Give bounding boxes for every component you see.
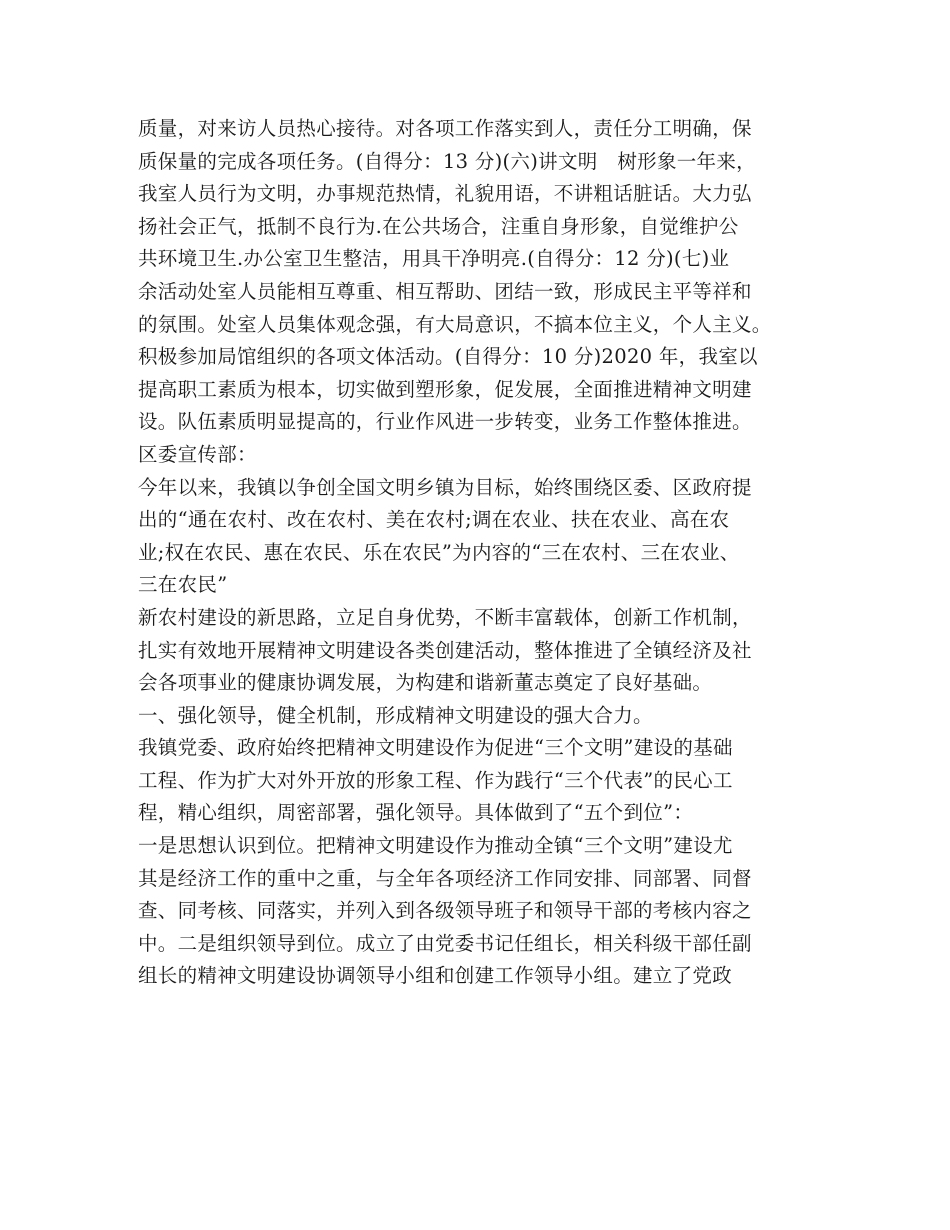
- text-line: 会各项事业的健康协调发展，为构建和谐新董志奠定了良好基础。: [138, 671, 713, 695]
- text-line: 扬社会正气，抵制不良行为.在公共场合，注重自身形象，自觉维护公: [138, 214, 739, 238]
- text-line: 工程、作为扩大对外开放的形象工程、作为践行“三个代表”的民心工: [138, 768, 733, 792]
- text-line: 出的“通在农村、改在农村、美在农村;调在农业、扶在农业、高在农: [138, 508, 730, 532]
- text-line: 积极参加局馆组织的各项文体活动。(自得分：10 分)2020 年，我室以: [138, 345, 758, 369]
- text-line: 质量，对来访人员热心接待。对各项工作落实到人，责任分工明确，保: [138, 117, 752, 140]
- text-line: 设。队伍素质明显提高的，行业作风进一步转变，业务工作整体推进。: [138, 410, 752, 434]
- text-line: 一是思想认识到位。把精神文明建设作为推动全镇“三个文明”建设尤: [138, 834, 733, 858]
- text-line: 余活动处室人员能相互尊重、相互帮助、团结一致，形成民主平等祥和: [138, 279, 752, 303]
- text-line: 扎实有效地开展精神文明建设各类创建活动，整体推进了全镇经济及社: [138, 638, 752, 662]
- section-heading: 区委宣传部：: [138, 442, 257, 466]
- text-line: 质保量的完成各项任务。(自得分：13 分)(六)讲文明 树形象一年来，: [138, 149, 756, 173]
- text-line: 的氛围。处室人员集体观念强，有大局意识，不搞本位主义，个人主义。: [138, 312, 772, 336]
- text-line: 提高职工素质为根本，切实做到塑形象，促发展，全面推进精神文明建: [138, 377, 752, 401]
- text-line: 我室人员行为文明，办事规范热情，礼貌用语，不讲粗话脏话。大力弘: [138, 182, 752, 206]
- text-line: 查、同考核、同落实，并列入到各级领导班子和领导干部的考核内容之: [138, 899, 752, 923]
- document-body: [138, 113, 828, 993]
- text-line: 组长的精神文明建设协调领导小组和创建工作领导小组。建立了党政: [138, 964, 733, 988]
- text-line: 业;权在农民、惠在农民、乐在农民”为内容的“三在农村、三在农业、: [138, 540, 740, 564]
- text-line: 共环境卫生.办公室卫生整洁，用具干净明亮.(自得分：12 分)(七)业: [138, 247, 730, 271]
- text-line: 其是经济工作的重中之重，与全年各项经济工作同安排、同部署、同督: [138, 866, 752, 890]
- text-line: 我镇党委、政府始终把精神文明建设作为促进“三个文明”建设的基础: [138, 736, 733, 760]
- text-line: 程，精心组织，周密部署，强化领导。具体做到了“五个到位”：: [138, 801, 694, 825]
- text-line: 今年以来，我镇以争创全国文明乡镇为目标，始终围绕区委、区政府提: [138, 475, 752, 499]
- text-line: 三在农民”: [138, 573, 228, 597]
- text-line: 新农村建设的新思路，立足自身优势，不断丰富载体，创新工作机制，: [138, 605, 752, 629]
- section-heading: 一、强化领导，健全机制，形成精神文明建设的强大合力。: [138, 703, 653, 727]
- text-line: 中。二是组织领导到位。成立了由党委书记任组长，相关科级干部任副: [138, 931, 752, 955]
